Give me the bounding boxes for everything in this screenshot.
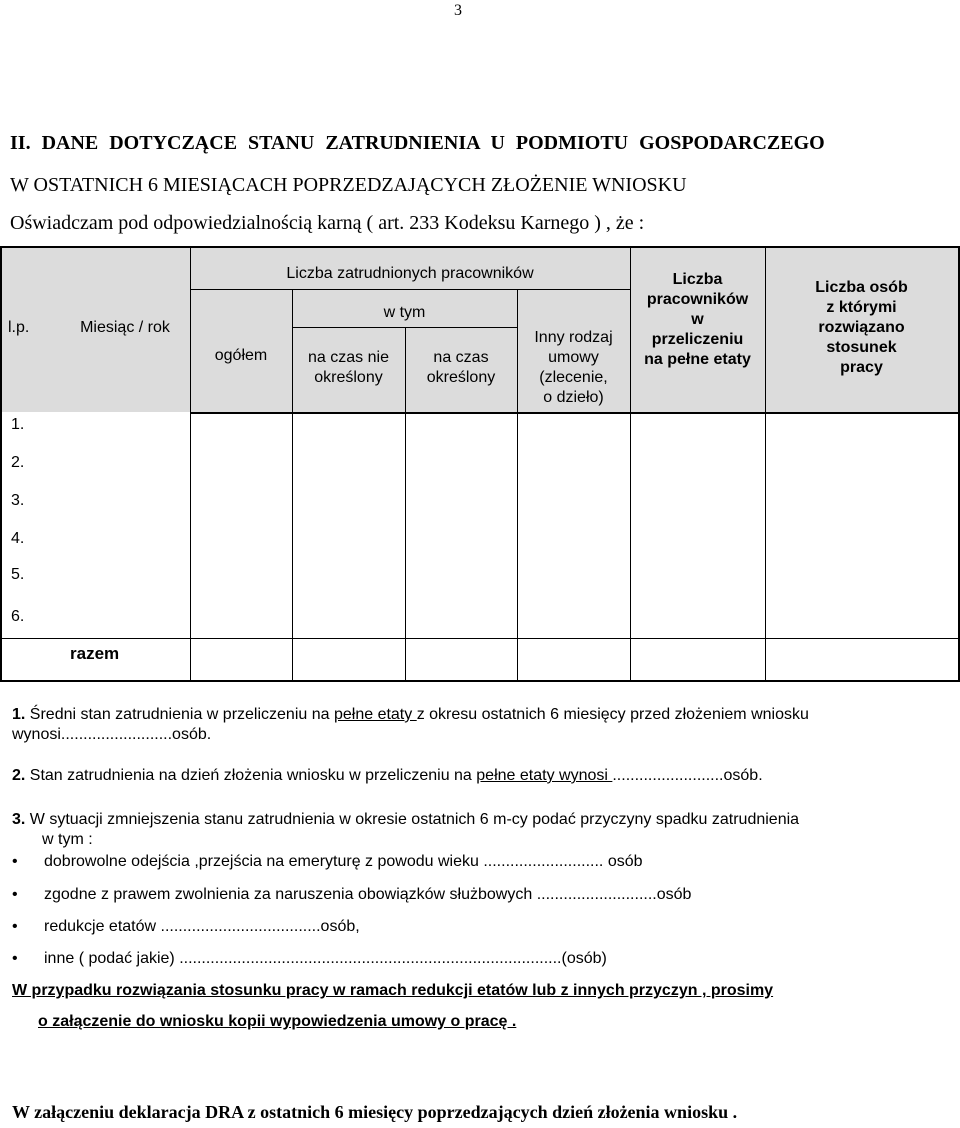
point-1: 1. Średni stan zatrudnienia w przeliczeniu na pełne etaty z okresu ostatnich 6 miesięcy przed złożeniem wniosku wynosi.........................osób.: [12, 706, 809, 743]
bullet-icon: •: [12, 950, 18, 967]
attachment-note: W załączeniu deklaracja DRA z ostatnich 6 miesięcy poprzedzających dzień złożenia wniosku .: [12, 1102, 738, 1122]
section-subheading: W OSTATNICH 6 MIESIĄCACH POPRZEDZAJĄCYCH ZŁOŻENIE WNIOSKU: [10, 174, 687, 196]
reason-voluntary: dobrowolne odejścia ,przejścia na emeryturę z powodu wieku ........................... osób: [44, 853, 643, 870]
header-other-contract: Inny rodzaj umowy (zlecenie, o dzieło): [534, 329, 613, 406]
header-total: ogółem: [214, 347, 268, 364]
row-number: 1.: [11, 416, 25, 433]
bullet-icon: •: [12, 918, 18, 935]
row-number: 5.: [11, 566, 25, 583]
point-2: 2. Stan zatrudnienia na dzień złożenia wniosku w przeliczeniu na pełne etaty wynosi .........................osób.: [12, 767, 763, 784]
row-number: 6.: [11, 608, 25, 625]
header-month: Miesiąc / rok: [80, 319, 170, 336]
notice-line-1: W przypadku rozwiązania stosunku pracy w ramach redukcji etatów lub z innych przyczyn , prosimy: [12, 982, 774, 999]
reason-dismissal: zgodne z prawem zwolnienia za naruszenia obowiązków służbowych ...........................osób: [44, 886, 692, 903]
row-number: 3.: [11, 492, 25, 509]
header-full-time-equivalent: Liczba pracowników w przeliczeniu na pełne etaty: [644, 271, 751, 368]
point-3: 3. W sytuacji zmniejszenia stanu zatrudnienia w okresie ostatnich 6 m-cy podać przyczyny spadku zatrudnienia w tym :: [12, 811, 800, 848]
header-definite: na czas określony: [426, 349, 496, 386]
header-terminated: Liczba osób z którymi rozwiązano stosunek pracy: [815, 279, 908, 376]
reason-redundancy: redukcje etatów ....................................osób,: [44, 918, 360, 935]
bullet-icon: •: [12, 886, 18, 903]
row-number: 4.: [11, 530, 25, 547]
notice-line-2: o załączenie do wniosku kopii wypowiedzenia umowy o pracę .: [38, 1013, 517, 1030]
header-lp: l.p.: [8, 319, 30, 336]
header-employee-count: Liczba zatrudnionych pracowników: [286, 265, 534, 282]
reason-other: inne ( podać jakie) ......................................................................................(osób): [44, 950, 607, 967]
header-w-tym: w tym: [383, 304, 426, 321]
row-number: 2.: [11, 454, 25, 471]
declaration-text: Oświadczam pod odpowiedzialnością karną ( art. 233 Kodeksu Karnego ) , że :: [10, 212, 645, 234]
header-indefinite: na czas nie określony: [308, 349, 389, 386]
bullet-icon: •: [12, 853, 18, 870]
page-number: 3: [454, 2, 462, 19]
section-heading: II. DANE DOTYCZĄCE STANU ZATRUDNIENIA U PODMIOTU GOSPODARCZEGO: [10, 132, 825, 154]
employment-table: [0, 246, 960, 682]
total-row-label: razem: [70, 644, 120, 663]
